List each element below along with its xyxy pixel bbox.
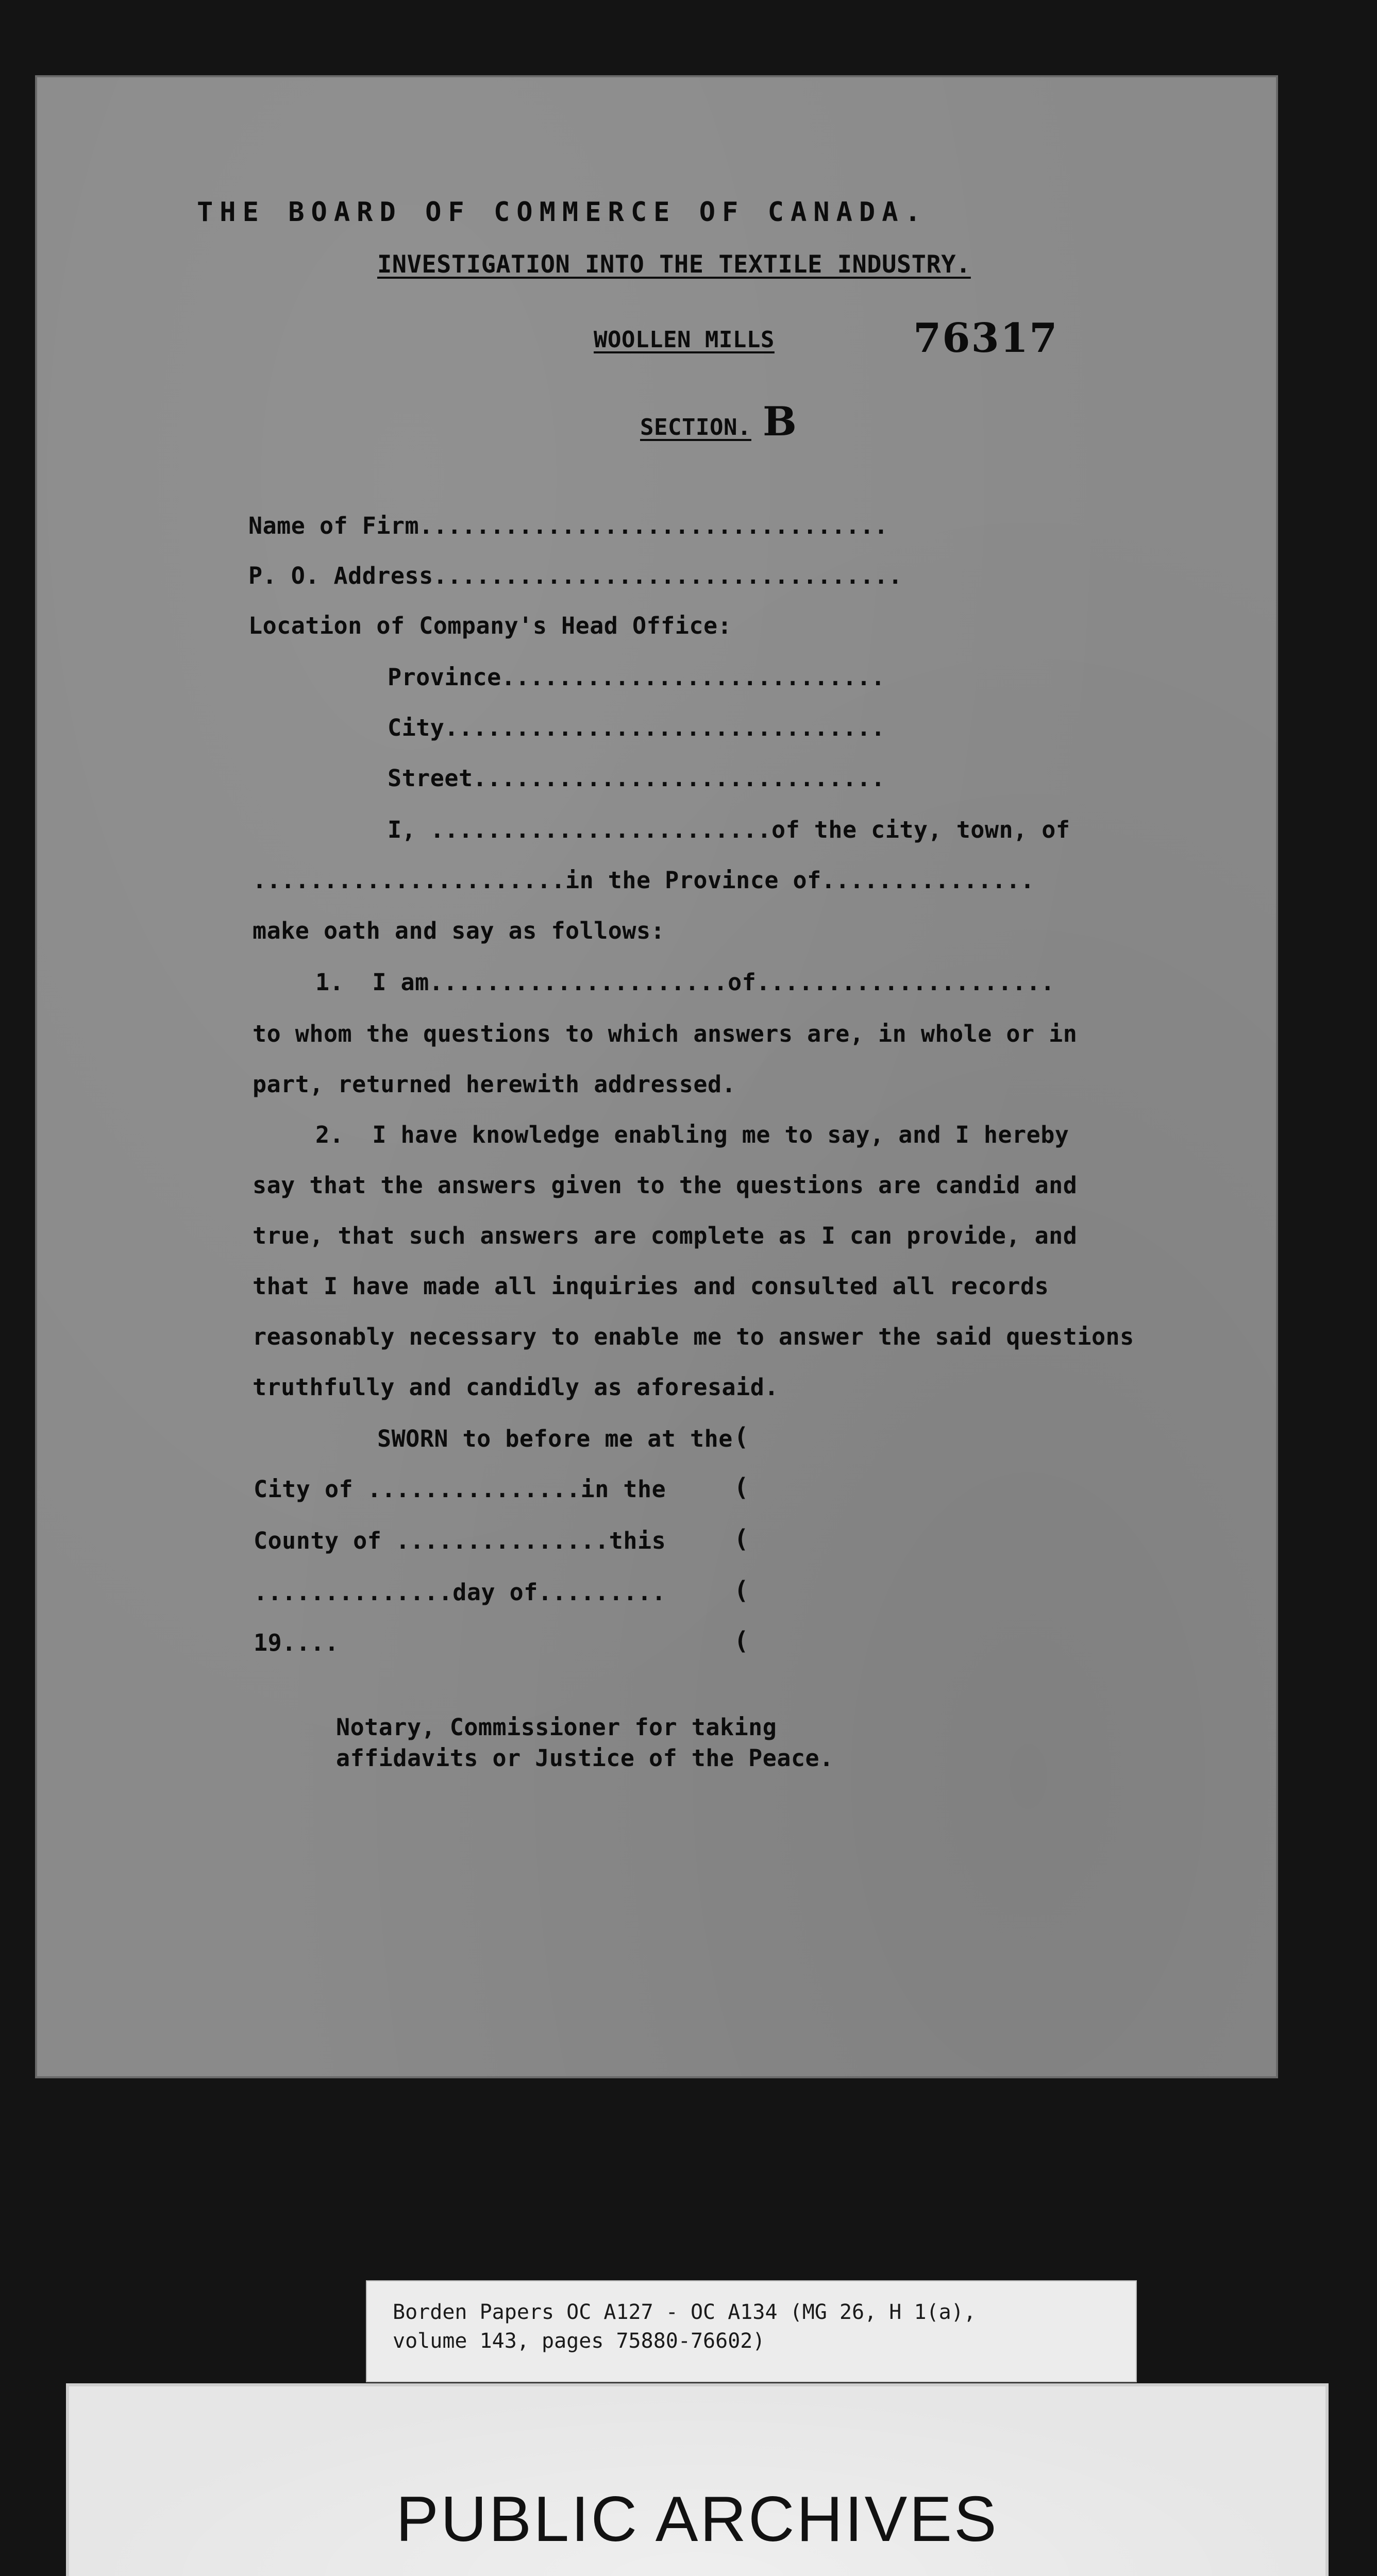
jurat-line-5: 19....	[254, 1629, 339, 1656]
paragraph-2-line-2: say that the answers given to the questions are candid and	[253, 1172, 1078, 1199]
citation-slip	[366, 2280, 1137, 2382]
jurat-line-3: County of ...............this	[254, 1527, 666, 1554]
archives-stamp-card	[66, 2383, 1329, 2576]
jurat-line-1: SWORN to before me at the	[377, 1425, 733, 1452]
paragraph-2-line-5: reasonably necessary to enable me to answer the said questions	[253, 1323, 1134, 1350]
section-letter: B	[763, 398, 797, 445]
jurat-bracket-3: (	[734, 1524, 749, 1553]
category-label: WOOLLEN MILLS	[594, 327, 775, 353]
jurat-bracket-4: (	[734, 1576, 749, 1605]
field-head-office-location: Location of Company's Head Office:	[248, 612, 732, 639]
field-po-address: P. O. Address.................................	[248, 562, 903, 589]
paragraph-2-line-4: that I have made all inquiries and consulted all records	[253, 1273, 1049, 1300]
citation-line-1: Borden Papers OC A127 - OC A134 (MG 26, H 1(a),	[393, 2300, 976, 2324]
field-city: City...............................	[388, 714, 885, 741]
paragraph-2-line-1: 2. I have knowledge enabling me to say, and I hereby	[315, 1121, 1069, 1148]
paragraph-2-line-6: truthfully and candidly as aforesaid.	[253, 1374, 779, 1401]
paragraph-1-line-3: part, returned herewith addressed.	[253, 1071, 736, 1098]
jurat-line-4: ..............day of.........	[254, 1579, 666, 1606]
jurat-bracket-5: (	[734, 1626, 749, 1655]
paragraph-2-line-3: true, that such answers are complete as I can provide, and	[253, 1222, 1078, 1249]
notary-line-2: affidavits or Justice of the Peace.	[336, 1744, 834, 1772]
jurat-line-2: City of ...............in the	[254, 1476, 666, 1503]
field-province: Province...........................	[388, 664, 885, 691]
board-heading: THE BOARD OF COMMERCE OF CANADA.	[197, 197, 928, 228]
document-number: 76317	[913, 315, 1059, 362]
notary-line-1: Notary, Commissioner for taking	[336, 1714, 777, 1741]
scanned-document-page	[37, 77, 1276, 2076]
citation-line-2: volume 143, pages 75880-76602)	[393, 2329, 765, 2353]
jurat-bracket-2: (	[734, 1473, 749, 1502]
oath-intro-line: I, ........................of the city, town, of	[388, 816, 1070, 843]
field-street: Street.............................	[388, 765, 885, 792]
paragraph-1-line-1: 1. I am.....................of.....................	[315, 969, 1055, 996]
jurat-bracket-1: (	[734, 1422, 749, 1451]
investigation-heading: INVESTIGATION INTO THE TEXTILE INDUSTRY.	[377, 250, 971, 279]
archives-stamp-english: PUBLIC ARCHIVES	[396, 2484, 999, 2555]
oath-statement: make oath and say as follows:	[253, 917, 665, 944]
oath-province-line: ......................in the Province of...............	[253, 867, 1035, 894]
paragraph-1-line-2: to whom the questions to which answers are, in whole or in	[253, 1020, 1078, 1047]
field-name-of-firm: Name of Firm.................................	[248, 512, 888, 539]
section-label: SECTION.	[640, 414, 751, 440]
